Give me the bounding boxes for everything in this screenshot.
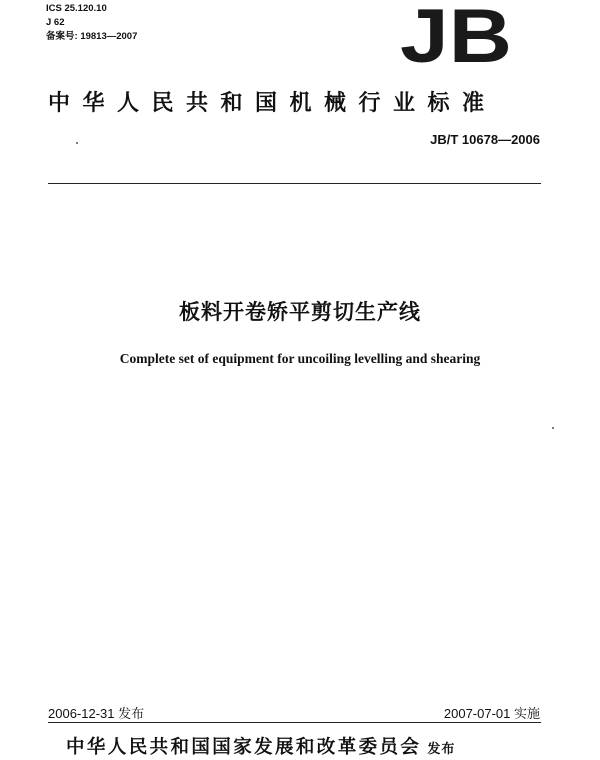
jb-logo <box>398 4 514 66</box>
issue-date: 2006-12-31 发布 <box>48 706 145 721</box>
record-value: 19813—2007 <box>80 31 138 42</box>
header-divider <box>48 183 541 184</box>
ministry-title: 中华人民共和国机械行业标准 <box>48 91 497 116</box>
record-number <box>46 30 137 44</box>
category-code: J 62 <box>46 17 65 28</box>
standard-number: JB/T 10678—2006 <box>430 132 540 147</box>
footer-divider <box>48 722 541 723</box>
ics-code: ICS 25.120.10 <box>46 3 107 14</box>
implementation-date: 2007-07-01 实施 <box>443 706 540 721</box>
document-title-cn: 板料开卷矫平剪切生产线 <box>179 300 421 324</box>
publish-label: 发布 <box>427 742 456 757</box>
record-label: 备案号: <box>46 31 78 42</box>
logo-text: JB <box>400 4 512 66</box>
classification-codes <box>46 2 137 44</box>
issuer-name: 中华人民共和国国家发展和改革委员会 <box>66 737 422 758</box>
scan-speck <box>552 427 554 429</box>
issuing-authority <box>66 733 455 759</box>
document-title-en: Complete set of equipment for uncoiling levelling and shearing <box>119 351 481 366</box>
scan-speck <box>76 142 78 144</box>
